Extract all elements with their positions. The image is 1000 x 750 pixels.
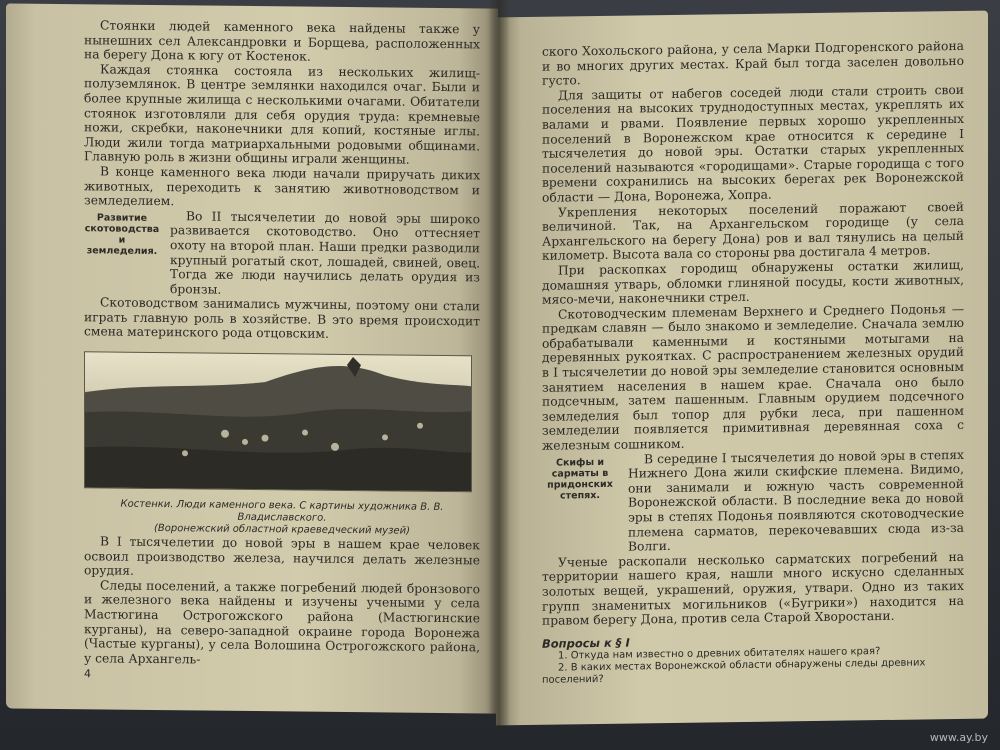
paragraph: Скотоводческим племенам Верхнего и Среднего Подонья — предкам славян — было знакомо и земледелие. Сначала землю обрабатывали каменными и костяными мотыгами на деревянных рукоятках. С распространением железных орудий в I тысячелетии до новой эры земледелие становится основным занятием населения в нашем крае. Сначала оно было подсечным, затем пашенным. Главным орудием подсечного земледелия был топор для рубки леса, при пашенном земледелии появляется примитивная деревянная соха с железным сошником. <box>542 301 964 453</box>
landscape-picture <box>85 352 471 491</box>
paragraph: Каждая стоянка состояла из нескольких жилищ-полуземлянок. В центре землянки находился очаг. Были и более крупные жилища с несколькими очагами. Обитатели стоянок изготовляли для себя орудия труда: кремневые ножи, скребки, наконечники для копий, костяные иглы. Люди жили тогда матриархальными родовыми общинами. Главную роль в жизни общины играли женщины. <box>84 62 480 167</box>
side-section <box>542 448 964 556</box>
painting-illustration <box>84 351 472 492</box>
paragraph: Скотоводством занимались мужчины, поэтому они стали играть главную роль в хозяйстве. В это время происходит смена материнского рода отцовским. <box>84 295 480 342</box>
caption-line: Костенки. Люди каменного века. С картины художника В. В. Владиславского. <box>120 498 444 524</box>
side-section <box>84 208 480 300</box>
paragraph: Стоянки людей каменного века найдены также у нынешних сел Александровки и Борщева, расположенных на берегу Дона к югу от Костенок. <box>84 18 480 64</box>
watermark: www.ay.by <box>929 731 988 744</box>
margin-heading: Развитие скотоводства и земледелия. <box>84 212 160 257</box>
page-number: 4 <box>84 667 91 681</box>
paragraph: Для защиты от набегов соседей люди стали строить свои поселения на высоких труднодоступных местах, укреплять их валами и рвами. Появление первых хорошо укрепленных поселений в Воронежском крае относится к середине I тысячелетия до новой эры. Остатки старых укрепленных поселений называются «городищами». Старые городища с того времени сохранились на высоких берегах рек Воронежской области — Дона, Воронежа, Хопра. <box>542 82 964 205</box>
illustration-caption <box>84 498 480 538</box>
book-spine-shadow <box>488 0 510 730</box>
paragraph: В середине I тысячелетия до новой эры в степях Нижнего Дона жили скифские племена. Видимо, они занимали и южную часть современной Воронежской области. В последние века до новой эры в степях Подонья появляются скотоводческие племена сарматов, перекочевавших сюда из-за Волги. <box>628 447 964 554</box>
caption-source: (Воронежский областной краеведческий музей) <box>154 523 410 537</box>
paragraph: Ученые раскопали несколько сарматских погребений на территории нашего края, нашли много искусно сделанных золотых вещей, украшений, оружия, утвари. Одно из таких групп знаменитых могильников («Бугрики») находится на правом берегу Дона, против села Старой Хворостани. <box>542 549 964 628</box>
questions-heading: Вопросы к § I <box>542 635 630 651</box>
paragraph: При раскопках городищ обнаружены остатки жилищ, домашняя утварь, обломки глиняной посуды, кости животных, мясо-мечи, наконечники стрел. <box>542 257 964 307</box>
paragraph: Укрепления некоторых поселений поражают своей величиной. Так, на Архангельском городище (у села Архангельского на берегу Дона) ров и вал тянулись на целый километр. Высота вала со стороны рва достигала 4 метров. <box>542 199 964 264</box>
question-item: 2. В каких местах Воронежской области обнаружены следы древних поселений? <box>542 657 926 687</box>
left-page <box>6 3 498 713</box>
paragraph: ского Хохольского района, у села Марки Подгоренского района и во многих других местах. Край был тогда заселен довольно густо. <box>542 38 964 88</box>
paragraph: В I тысячелетии до новой эры в нашем крае человек освоил производство железа, научился делать железные орудия. <box>84 534 480 579</box>
paragraph: Следы поселений, а также погребений людей бронзового и железного века найдены и изучены учеными у села Мастюгина Острогожского района (Мастюгинские курганы), на северо-западной окраине города Воронежа (Частые курганы), у села Волошина Острогожского района, у села Архангель- <box>84 578 480 667</box>
right-page <box>496 11 988 726</box>
paragraph: В конце каменного века люди начали приручать диких животных, переходить к занятию животноводством и земледелием. <box>84 164 480 209</box>
question-item: 1. Откуда нам известно о древних обитателях нашего края? <box>558 646 881 662</box>
margin-heading: Скифы и сарматы в придонских степях. <box>547 456 613 502</box>
paragraph: Во II тысячелетии до новой эры широко развивается скотоводство. Оно оттесняет охоту на второй план. Наши предки разводили крупный рогатый скот, лошадей, свиней, овец. Тогда же люди научились делать орудия из бронзы. <box>170 209 480 297</box>
